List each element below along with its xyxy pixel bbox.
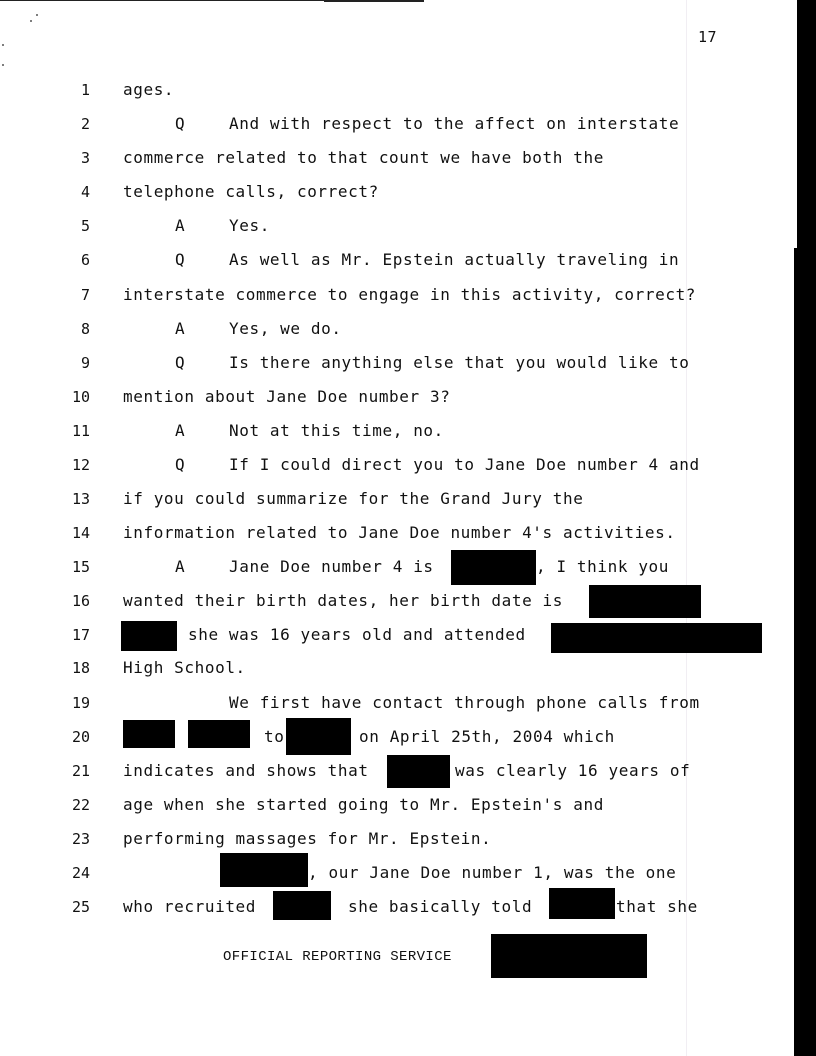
transcript-text: We first have contact through phone calls from [229,693,700,712]
transcript-text: telephone calls, correct? [123,182,379,201]
transcript-text: Yes, we do. [229,319,342,338]
transcript-text: wanted their birth dates, her birth date is [123,591,564,610]
redaction-box [549,888,615,919]
redaction-box [589,585,701,618]
redaction-box [220,853,308,887]
scan-speck [30,20,32,22]
speaker-label: Q [175,455,186,474]
line-number: 15 [71,558,90,576]
line-number: 20 [71,728,90,746]
transcript-text: commerce related to that count we have both the [123,148,604,167]
transcript-text: , I think you [536,557,670,576]
transcript-text: As well as Mr. Epstein actually traveling in [229,250,680,269]
scan-speck [2,44,4,46]
redaction-box [121,621,177,651]
line-number: 18 [71,659,90,677]
speaker-label: Q [175,353,186,372]
transcript-text: she was 16 years old and attended [188,625,526,644]
scan-speck [2,64,4,66]
line-number: 25 [71,898,90,916]
transcript-text: was clearly 16 years of [455,761,691,780]
speaker-label: Q [175,114,186,133]
line-number: 23 [71,830,90,848]
transcript-text: that she [616,897,698,916]
line-number: 24 [71,864,90,882]
transcript-text: who recruited [123,897,257,916]
redaction-box [273,891,331,920]
top-border-line-thick [324,0,424,2]
line-number: 22 [71,796,90,814]
line-number: 7 [80,286,90,304]
transcript-text: , our Jane Doe number 1, was the one [308,863,677,882]
footer-reporting-service: OFFICIAL REPORTING SERVICE [223,949,452,965]
redaction-box [491,934,647,978]
line-number: 9 [80,354,90,372]
line-number: 21 [71,762,90,780]
scan-edge-bar-lower [794,248,816,1056]
speaker-label: A [175,421,186,440]
transcript-text: Not at this time, no. [229,421,444,440]
transcript-text: And with respect to the affect on interstate [229,114,680,133]
line-number: 5 [80,217,90,235]
transcript-text: information related to Jane Doe number 4's activities. [123,523,676,542]
line-number: 10 [71,388,90,406]
transcript-text: she basically told [348,897,533,916]
transcript-text: performing massages for Mr. Epstein. [123,829,492,848]
line-number: 3 [80,149,90,167]
transcript-text: indicates and shows that [123,761,369,780]
line-number: 8 [80,320,90,338]
transcript-text: Jane Doe number 4 is [229,557,434,576]
speaker-label: A [175,319,186,338]
transcript-text: to [264,727,285,746]
line-number: 11 [71,422,90,440]
line-number: 16 [71,592,90,610]
transcript-text: age when she started going to Mr. Epstein's and [123,795,604,814]
redaction-box [286,718,351,755]
speaker-label: Q [175,250,186,269]
line-number: 6 [80,251,90,269]
transcript-text: if you could summarize for the Grand Jury the [123,489,584,508]
transcript-text: mention about Jane Doe number 3? [123,387,451,406]
page-number: 17 [698,28,718,46]
redaction-box [387,755,450,788]
transcript-text: High School. [123,658,246,677]
transcript-text: interstate commerce to engage in this activity, correct? [123,285,697,304]
line-number: 12 [71,456,90,474]
line-number: 1 [80,81,90,99]
redaction-box [451,550,536,585]
speaker-label: A [175,557,186,576]
line-number: 4 [80,183,90,201]
redaction-box [188,720,250,748]
redaction-box [551,623,762,653]
line-number: 13 [71,490,90,508]
transcript-text: on April 25th, 2004 which [359,727,615,746]
line-number: 2 [80,115,90,133]
redaction-box [123,720,175,748]
transcript-text: If I could direct you to Jane Doe number 4 and [229,455,700,474]
line-number: 19 [71,694,90,712]
scan-speck [36,14,38,16]
speaker-label: A [175,216,186,235]
line-number: 14 [71,524,90,542]
transcript-text: Yes. [229,216,270,235]
transcript-text: ages. [123,80,175,99]
transcript-text: Is there anything else that you would like to [229,353,690,372]
line-number: 17 [71,626,90,644]
